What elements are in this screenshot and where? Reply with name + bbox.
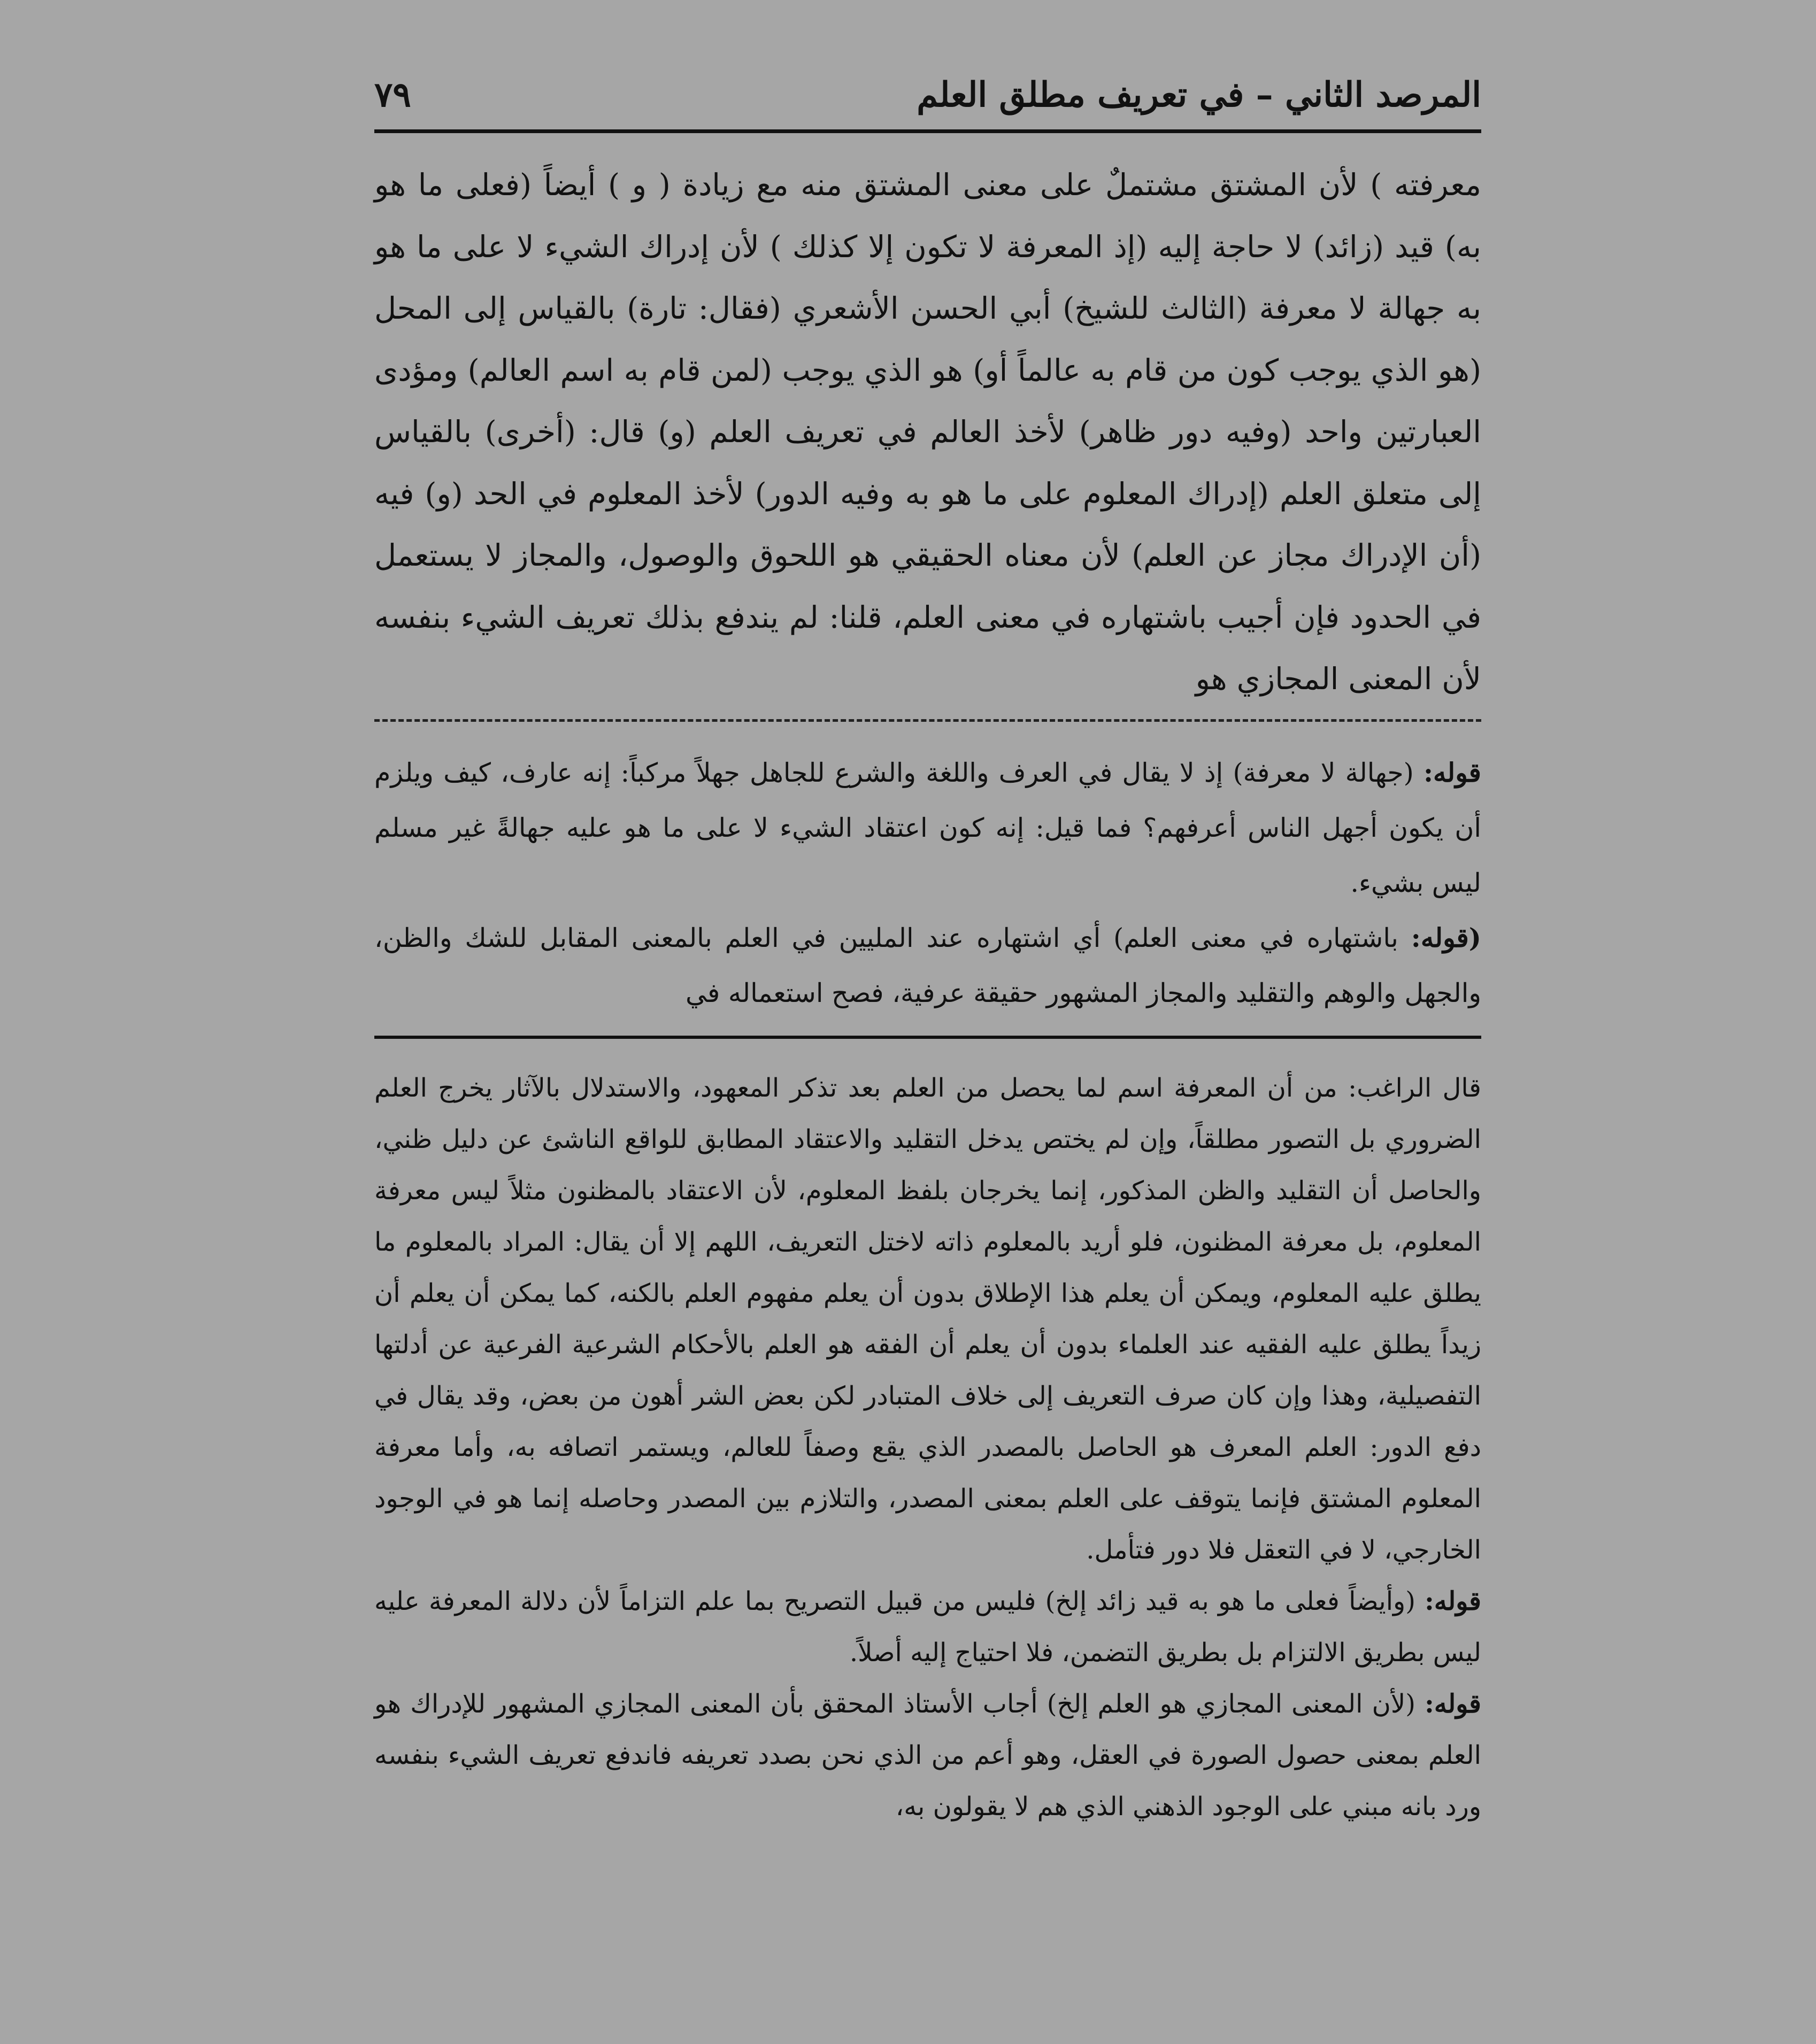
commentary-text: (لأن المعنى المجازي هو العلم إلخ) أجاب الأستاذ المحقق بأن المعنى المجازي المشهور للإدراك هو العلم بمعنى حصول الصورة في العقل، وهو أعم من الذي نحن بصدد تعريفه فاندفع تعريف الشيء بنفسه ورد بانه مبني على الوجود الذهني الذي هم لا يقولون به،	[374, 1688, 1481, 1822]
commentary-label: قوله:	[1425, 1688, 1481, 1719]
gloss-text: (جهالة لا معرفة) إذ لا يقال في العرف واللغة والشرع للجاهل جهلاً مركباً: إنه عارف، كيف ويلزم أن يكون أجهل الناس أعرفهم؟ فما قيل: إنه كون اعتقاد الشيء لا على ما هو عليه جهالةً غير مسلم ليس بشيء.	[374, 757, 1481, 898]
gloss-section	[374, 745, 1481, 1021]
gloss-label: (قوله:	[1411, 922, 1481, 953]
commentary-label: قوله:	[1425, 1586, 1481, 1616]
gloss-paragraph	[374, 911, 1481, 1021]
gloss-label: قوله:	[1423, 757, 1481, 788]
page-header	[374, 70, 1481, 133]
commentary-paragraph	[374, 1576, 1481, 1678]
main-text: معرفته ) لأن المشتق مشتملٌ على معنى المشتق منه مع زيادة ( و ) أيضاً (فعلى ما هو به) قيد (زائد) لا حاجة إليه (إذ المعرفة لا تكون إلا كذلك ) لأن إدراك الشيء لا على ما هو به جهالة لا معرفة (الثالث للشيخ) أبي الحسن الأشعري (فقال: تارة) بالقياس إلى المحل (هو الذي يوجب كون من قام به عالماً أو) هو الذي يوجب (لمن قام به اسم العالم) ومؤدى العبارتين واحد (وفيه دور ظاهر) لأخذ العالم في تعريف العلم (و) قال: (أخرى) بالقياس إلى متعلق العلم (إدراك المعلوم على ما هو به وفيه الدور) لأخذ المعلوم في الحد (و) فيه (أن الإدراك مجاز عن العلم) لأن معناه الحقيقي هو اللحوق والوصول، والمجاز لا يستعمل في الحدود فإن أجيب باشتهاره في معنى العلم، قلنا: لم يندفع بذلك تعريف الشيء بنفسه لأن المعنى المجازي هو	[374, 168, 1481, 697]
commentary-paragraph	[374, 1678, 1481, 1832]
gloss-paragraph	[374, 745, 1481, 911]
page-number: ٧٩	[374, 75, 411, 115]
commentary-paragraph	[374, 1062, 1481, 1576]
dashed-divider	[374, 719, 1481, 722]
commentary-text: (وأيضاً فعلى ما هو به قيد زائد إلخ) فليس من قبيل التصريح بما علم التزاماً لأن دلالة المعرفة عليه ليس بطريق الالتزام بل بطريق التضمن، فلا احتياج إليه أصلاً.	[374, 1586, 1481, 1668]
solid-divider	[374, 1036, 1481, 1039]
gloss-text: باشتهاره في معنى العلم) أي اشتهاره عند المليين في العلم بالمعنى المقابل للشك والظن، والجهل والوهم والتقليد والمجاز المشهور حقيقة عرفية، فصح استعماله في	[374, 922, 1481, 1008]
commentary-section	[374, 1062, 1481, 1832]
commentary-text: قال الراغب: من أن المعرفة اسم لما يحصل من العلم بعد تذكر المعهود، والاستدلال بالآثار يخرج العلم الضروري بل التصور مطلقاً، وإن لم يختص يدخل التقليد والاعتقاد المطابق للواقع الناشئ عن دليل ظني، والحاصل أن التقليد والظن المذكور، إنما يخرجان بلفظ المعلوم، لأن الاعتقاد بالمظنون مثلاً ليس معرفة المعلوم، بل معرفة المظنون، فلو أريد بالمعلوم ذاته لاختل التعريف، اللهم إلا أن يقال: المراد بالمعلوم ما يطلق عليه المعلوم، ويمكن أن يعلم هذا الإطلاق بدون أن يعلم مفهوم العلم بالكنه، كما يمكن أن يعلم أن زيداً يطلق عليه الفقيه عند العلماء بدون أن يعلم أن الفقه هو العلم بالأحكام الشرعية الفرعية عن أدلتها التفصيلية، وهذا وإن كان صرف التعريف إلى خلاف المتبادر لكن بعض الشر أهون من بعض، وقد يقال في دفع الدور: العلم المعرف هو الحاصل بالمصدر الذي يقع وصفاً للعالم، ويستمر اتصافه به، وأما معرفة المعلوم المشتق فإنما يتوقف على العلم بمعنى المصدر، والتلازم بين المصدر وحاصله إنما هو في الوجود الخارجي، لا في التعقل فلا دور فتأمل.	[374, 1073, 1481, 1565]
running-head: المرصد الثاني – في تعريف مطلق العلم	[917, 75, 1481, 115]
book-page	[374, 70, 1481, 1973]
